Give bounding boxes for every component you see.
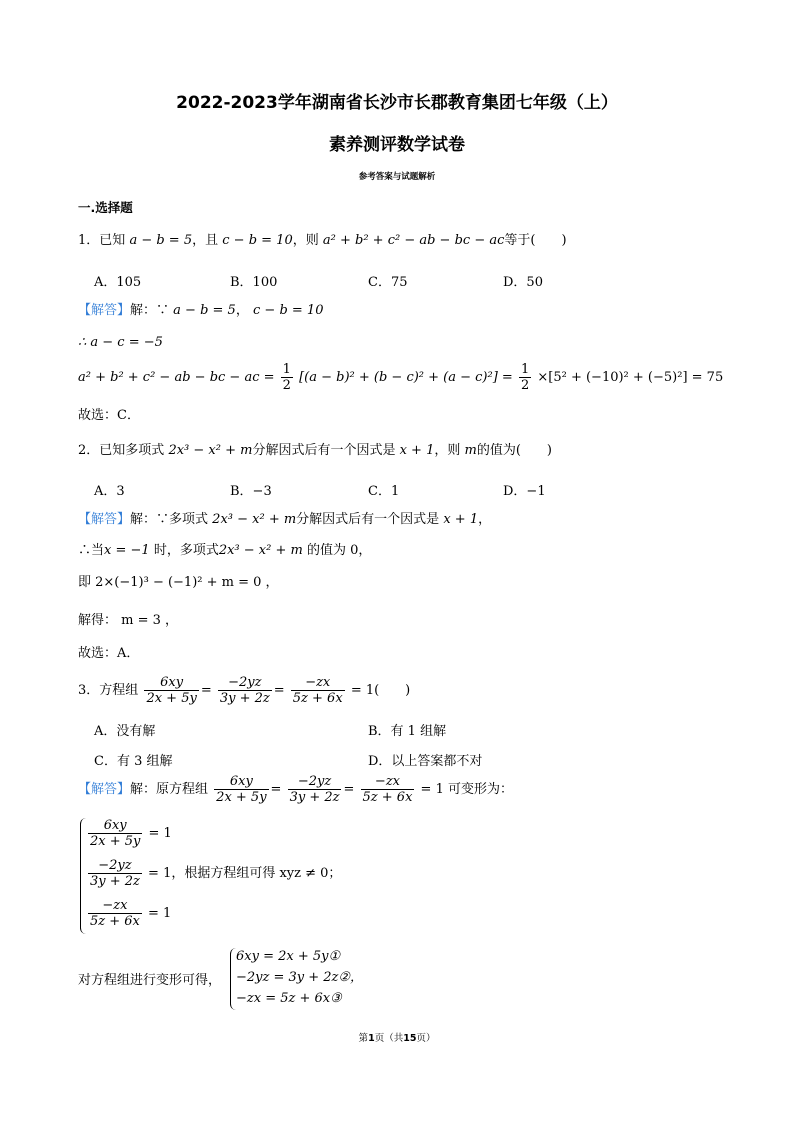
q2-option-a: A．3: [94, 484, 125, 499]
system-eq-2: $\frac{-2yz}{3y + 2z}$ = 1，根据方程组可得 xyz ≠ 0；: [90, 858, 342, 889]
q2-solution-line4: 解得： m = 3 ，: [78, 613, 179, 628]
question-1-stem: 1．已知 a − b = 5，且 c − b = 10，则 a² + b² + c² − ab − bc − ac等于( ): [78, 233, 567, 248]
q3-option-b: B．有 1 组解: [368, 724, 447, 739]
exam-title-line2: 素养测评数学试卷: [329, 135, 465, 155]
transform-intro: 对方程组进行变形可得，: [78, 973, 222, 988]
q3-option-c: C．有 3 组解: [94, 754, 173, 769]
transform-eq-3: −zx = 5z + 6x③: [236, 991, 342, 1006]
question-3-stem: 3．方程组 $\frac{6xy}{2x + 5y}$ = $\frac{-2yz}{3y + 2z}$ = $\frac{-zx}{5z + 6x}$ = 1( ): [78, 675, 411, 706]
q1-solution-line3: a² + b² + c² − ab − bc − ac = $\frac{1}{2}$ [(a − b)² + (b − c)² + (a − c)²] = $\frac{1}{2}$ ×[5² + (−10)² + (−5)²] = 75: [78, 362, 724, 393]
exam-subtitle: 参考答案与试题解析: [358, 172, 436, 182]
fraction-half: $\frac{1}{2}$: [282, 362, 291, 393]
q1-solution-line1: 【解答】解：∵ a − b = 5， c − b = 10: [78, 303, 324, 318]
section-heading: 一.选择题: [78, 200, 133, 215]
exam-title-line1: 2022-2023学年湖南省长沙市长郡教育集团七年级（上）: [176, 93, 618, 113]
solution-tag: 【解答】: [78, 303, 131, 318]
transform-eq-2: −2yz = 3y + 2z②，: [236, 970, 364, 985]
q2-answer: 故选：A．: [78, 646, 140, 661]
q1-option-c: C．75: [368, 275, 408, 290]
q2-option-b: B．−3: [230, 484, 272, 499]
q3-option-d: D．以上答案都不对: [368, 754, 483, 769]
q2-option-c: C．1: [368, 484, 400, 499]
q1-answer: 故选：C．: [78, 408, 140, 423]
system-eq-1: $\frac{6xy}{2x + 5y}$ = 1: [90, 818, 172, 849]
q1-solution-line2: ∴ a − c = −5: [78, 335, 163, 350]
q3-option-a: A．没有解: [94, 724, 156, 739]
question-2-stem: 2．已知多项式 2x³ − x² + m分解因式后有一个因式是 x + 1，则 m的值为( ): [78, 443, 552, 458]
q2-solution-line3: 即 2×(−1)³ − (−1)² + m = 0 ，: [78, 575, 279, 590]
q2-solution-line1: 【解答】解：∵多项式 2x³ − x² + m分解因式后有一个因式是 x + 1，: [78, 512, 492, 527]
q2-option-d: D．−1: [503, 484, 546, 499]
q1-option-a: A．105: [94, 275, 142, 290]
system-eq-3: $\frac{-zx}{5z + 6x}$ = 1: [90, 898, 172, 929]
solution-tag: 【解答】: [78, 512, 131, 527]
fraction-half: $\frac{1}{2}$: [520, 362, 530, 393]
solution-tag: 【解答】: [78, 782, 131, 797]
transform-eq-1: 6xy = 2x + 5y①: [236, 949, 341, 964]
page-footer: 第1页（共15页）: [358, 1033, 436, 1044]
q2-solution-line2: ∴当x = −1 时，多项式2x³ − x² + m 的值为 0，: [78, 543, 372, 558]
q3-solution-line1: 【解答】解：原方程组 $\frac{6xy}{2x + 5y}$ = $\frac{-2yz}{3y + 2z}$ = $\frac{-zx}{5z + 6x}$ = 1 可变形为：: [78, 774, 513, 805]
q1-option-d: D．50: [503, 275, 543, 290]
q1-option-b: B．100: [230, 275, 278, 290]
